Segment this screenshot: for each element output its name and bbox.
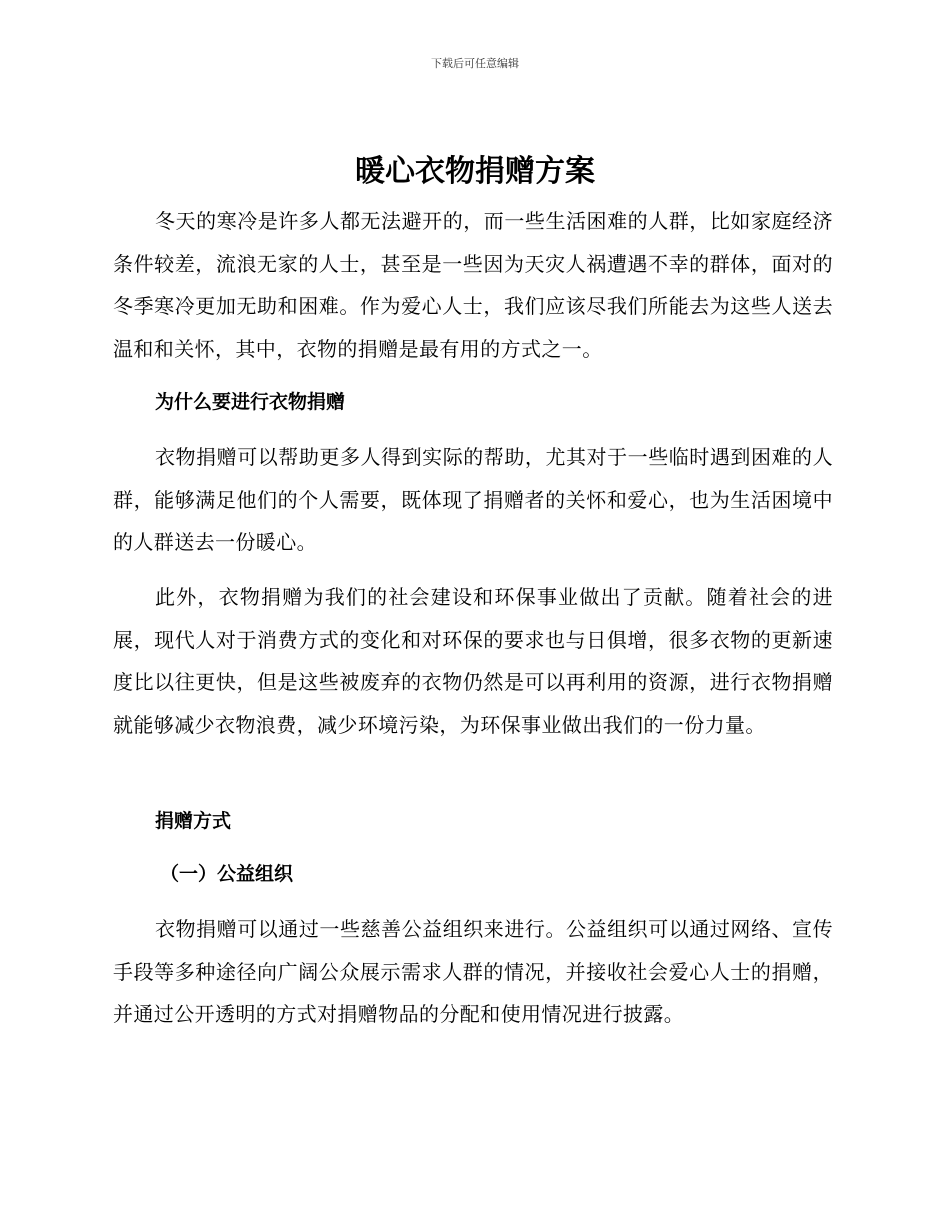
donation-methods-heading: 捐赠方式 xyxy=(155,810,232,832)
why-donate-heading: 为什么要进行衣物捐赠 xyxy=(155,391,346,413)
why-donate-paragraph-2: 此外，衣物捐赠为我们的社会建设和环保事业做出了贡献。随着社会的进展，现代人对于消费方式的变化和对环保的要求也与日俱增，很多衣物的更新速度比以往更快，但是这些被废弃的衣物仍然是可以再利用的资源，进行衣物捐赠就能够减少衣物浪费，减少环境污染，为环保事业做出我们的一份力量。 xyxy=(113,585,833,737)
method-charity-heading: （一）公益组织 xyxy=(160,863,294,885)
method-charity-paragraph: 衣物捐赠可以通过一些慈善公益组织来进行。公益组织可以通过网络、宣传手段等多种途径向广阔公众展示需求人群的情况，并接收社会爱心人士的捐赠，并通过公开透明的方式对捐赠物品的分配和使用情况进行披露。 xyxy=(113,917,833,1026)
why-donate-paragraph-1: 衣物捐赠可以帮助更多人得到实际的帮助，尤其对于一些临时遇到困难的人群，能够满足他们的个人需要，既体现了捐赠者的关怀和爱心，也为生活困境中的人群送去一份暖心。 xyxy=(113,445,833,554)
intro-paragraph: 冬天的寒冷是许多人都无法避开的，而一些生活困难的人群，比如家庭经济条件较差，流浪无家的人士，甚至是一些因为天灾人祸遭遇不幸的群体，面对的冬季寒冷更加无助和困难。作为爱心人士，我们应该尽我们所能去为这些人送去温和和关怀，其中，衣物的捐赠是最有用的方式之一。 xyxy=(113,209,833,361)
document-title: 暖心衣物捐赠方案 xyxy=(355,154,595,189)
header-note: 下载后可任意编辑 xyxy=(431,57,519,70)
